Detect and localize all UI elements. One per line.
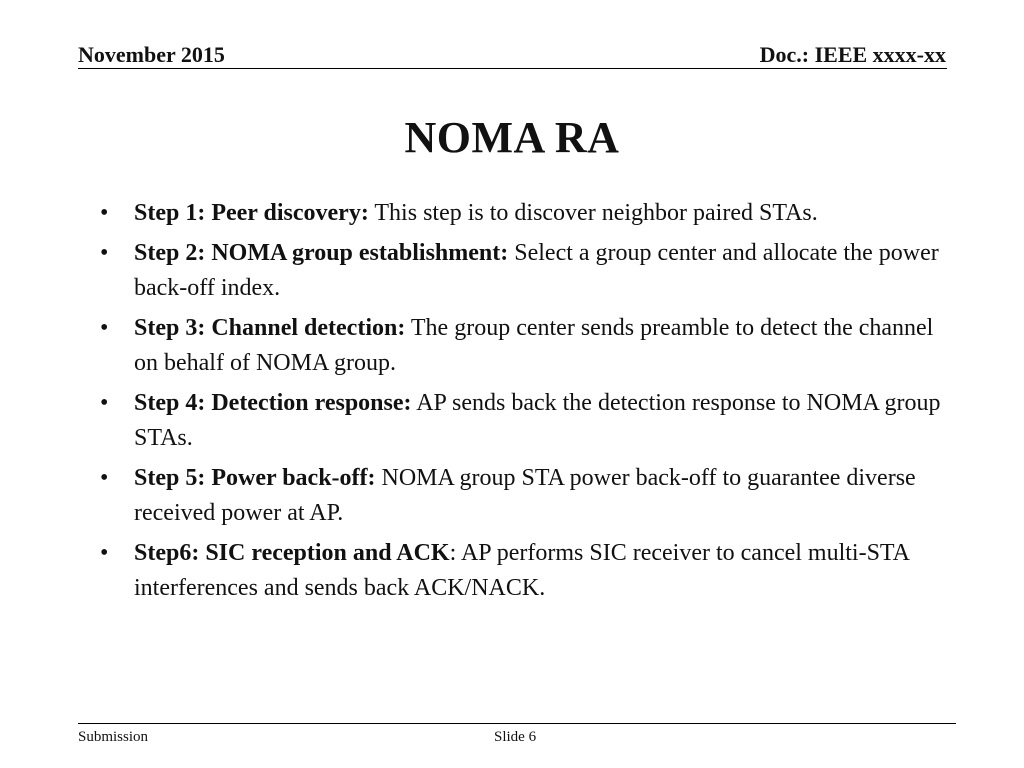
- bullet-label: Step 3: Channel detection:: [134, 315, 406, 341]
- footer-submission: Submission: [78, 729, 149, 745]
- bullet-text: : AP performs SIC receiver to cancel multi-STA interferences and sends back ACK/NACK.: [134, 540, 909, 601]
- bullet-item-step2: [100, 236, 950, 306]
- header-doc-id: Doc.: IEEE xxxx-xx: [759, 42, 946, 67]
- bullet-item-step4: [100, 386, 950, 456]
- bullet-label: Step6: SIC reception and ACK: [134, 540, 450, 566]
- bullet-dot-icon: •: [100, 315, 109, 341]
- header-date: November 2015: [78, 42, 225, 67]
- bullet-label: Step 4: Detection response:: [134, 390, 412, 416]
- bullet-item-step1: [100, 196, 950, 231]
- bullet-item-step5: [100, 461, 950, 531]
- footer-slide-number: Slide 6: [494, 729, 537, 745]
- bullet-dot-icon: •: [100, 240, 109, 266]
- bullet-text: AP sends back the detection response to NOMA group STAs.: [134, 390, 941, 451]
- bullet-dot-icon: •: [100, 540, 109, 566]
- slide-title: NOMA RA: [404, 113, 620, 162]
- bullet-label: Step 1: Peer discovery:: [134, 200, 369, 226]
- bullet-text: This step is to discover neighbor paired STAs.: [368, 200, 818, 226]
- bullet-item-step3: [100, 311, 950, 381]
- bullet-label: Step 2: NOMA group establishment:: [134, 240, 509, 266]
- header-divider: [78, 68, 947, 69]
- bullet-dot-icon: •: [100, 390, 109, 416]
- bullet-text: NOMA group STA power back-off to guarantee diverse received power at AP.: [134, 465, 916, 526]
- bullet-text: The group center sends preamble to detect the channel on behalf of NOMA group.: [134, 315, 934, 376]
- footer-divider: [78, 723, 956, 724]
- bullet-item-step6: [100, 536, 950, 606]
- bullet-list: [100, 196, 950, 611]
- bullet-text: Select a group center and allocate the power back-off index.: [134, 240, 939, 301]
- bullet-label: Step 5: Power back-off:: [134, 465, 376, 491]
- bullet-dot-icon: •: [100, 465, 109, 491]
- bullet-dot-icon: •: [100, 200, 109, 226]
